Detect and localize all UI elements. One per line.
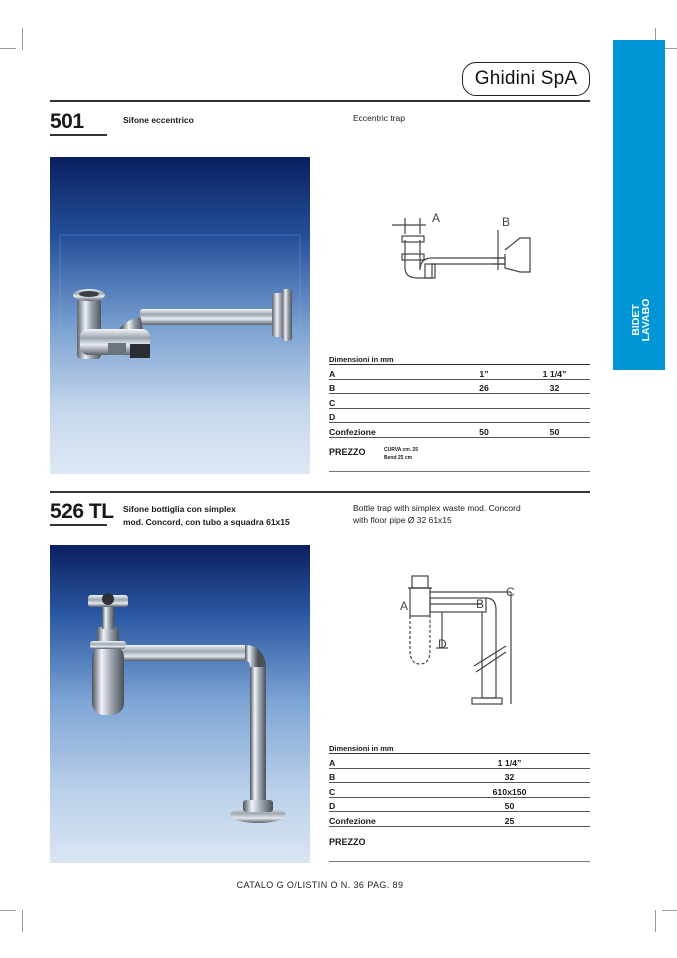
table-row: C: [329, 394, 590, 409]
bottle-trap-image: [50, 545, 310, 863]
diagram-label-c: C: [506, 585, 515, 599]
product-title-en: Eccentric trap: [353, 113, 405, 123]
crop-mark: [662, 910, 677, 911]
price-label: PREZZO: [329, 837, 366, 847]
product-photo: [50, 157, 310, 474]
category-side-label: BIDET LAVABO: [630, 298, 652, 342]
section-end-rule: [329, 471, 590, 472]
section-rule: [50, 491, 590, 493]
crop-mark: [22, 910, 23, 932]
page-footer: CATALO G O/LISTIN O N. 36 PAG. 89: [236, 880, 404, 890]
diagram-label-d: D: [438, 637, 447, 651]
crop-mark: [0, 910, 16, 911]
table-header: Dimensioni in mm: [329, 739, 590, 754]
table-row: A 1” 1 1/4”: [329, 365, 590, 380]
diagram-label-b: B: [502, 215, 511, 229]
table-row: B 26 32: [329, 379, 590, 394]
product-photo: [50, 545, 310, 863]
product-title-it: Sifone bottiglia con simplex mod. Concord, con tubo a squadra 61x15: [123, 504, 290, 527]
product-code: 501: [50, 110, 84, 133]
technical-diagram: [380, 190, 540, 300]
dimensions-table: [329, 350, 590, 438]
dimensions-table: [329, 739, 590, 827]
table-header: Dimensioni in mm: [329, 350, 590, 365]
brand-logo: Ghidini SpA: [462, 62, 590, 96]
table-row: A 1 1/4”: [329, 754, 590, 769]
table-row: Confezione 25: [329, 812, 590, 827]
technical-diagram: [396, 568, 526, 718]
eccentric-trap-image: [50, 157, 310, 474]
product-code-underline: [50, 134, 107, 136]
table-row: Confezione 50 50: [329, 423, 590, 438]
table-row: D 50: [329, 797, 590, 812]
table-row: C 610x150: [329, 783, 590, 798]
product-code: 526 TL: [50, 500, 114, 523]
product-title-en: Bottle trap with simplex waste mod. Concord with floor pipe Ø 32 61x15: [353, 503, 521, 525]
price-label: PREZZO: [329, 447, 366, 457]
crop-mark: [655, 910, 656, 932]
table-row: B 32: [329, 768, 590, 783]
product-title-it: Sifone eccentrico: [123, 115, 194, 125]
crop-mark: [0, 48, 16, 49]
diagram-label-b: B: [476, 597, 485, 611]
header-rule: [50, 100, 590, 102]
diagram-label-a: A: [432, 211, 441, 225]
price-note: CURVA cm. 25 Bend 25 cm: [384, 447, 419, 461]
diagram-label-a: A: [400, 599, 409, 613]
product-code-underline: [50, 524, 107, 526]
table-row: D: [329, 408, 590, 423]
section-end-rule: [329, 861, 590, 862]
crop-mark: [22, 28, 23, 50]
